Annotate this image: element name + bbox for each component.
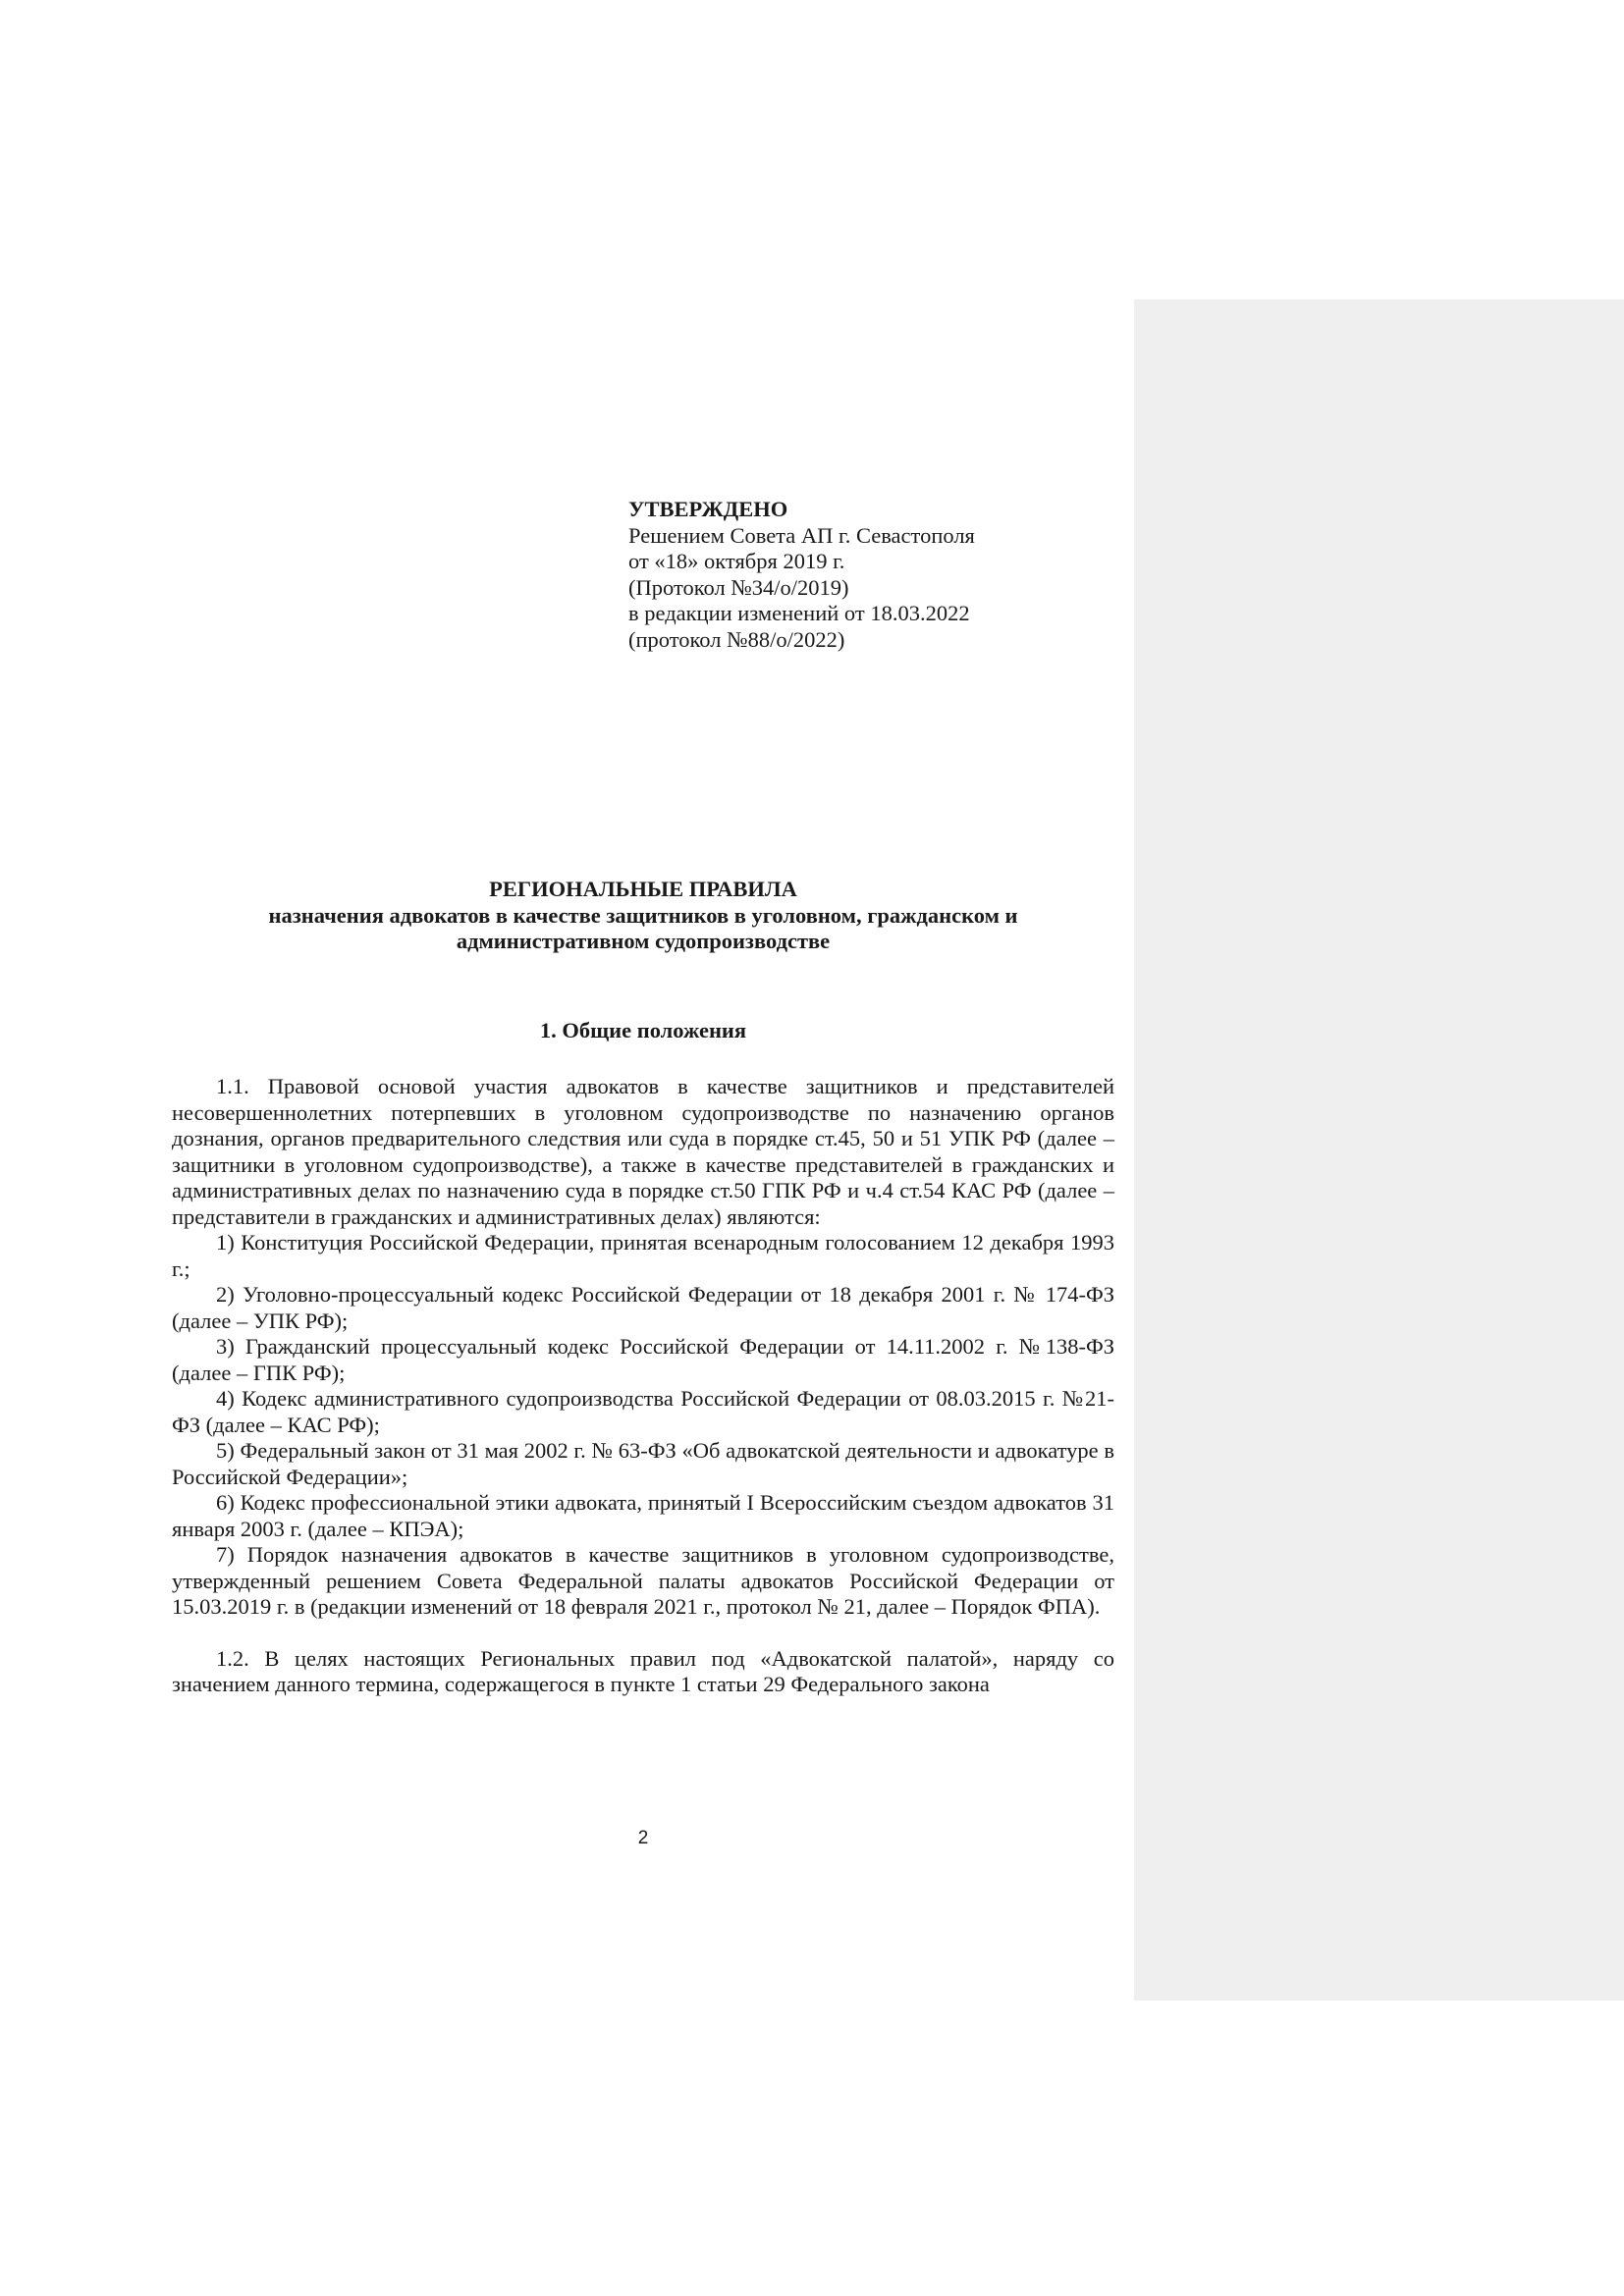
document-subtitle: административном судопроизводстве (456, 929, 831, 953)
approval-line: от «18» октября 2019 г. (628, 549, 845, 573)
paragraph: 1.1. Правовой основой участия адвокатов в качестве защитников и представителей несовершеннолетних потерпевших в уголовном судопроизводстве по назначению органов дознания, органов предварительного следствия или суда в порядке ст.45, 50 и 51 УПК РФ (далее – защитники в уголовном судопроизводстве), а также в качестве представителей в гражданских и административных делах по назначению суда в порядке ст.50 ГПК РФ и ч.4 ст.54 КАС РФ (далее – представители в гражданских и административных делах) являются: (172, 1074, 1114, 1229)
list-item: 4) Кодекс административного судопроизводства Российской Федерации от 08.03.2015 г. №21-ФЗ (далее – КАС РФ); (172, 1386, 1114, 1437)
page-number: 2 (637, 1828, 649, 1848)
list-item: 3) Гражданский процессуальный кодекс Российской Федерации от 14.11.2002 г. №138-ФЗ (далее – ГПК РФ); (172, 1334, 1114, 1385)
approval-line: (протокол №88/о/2022) (628, 626, 845, 652)
list-item: 7) Порядок назначения адвокатов в качестве защитников в уголовном судопроизводстве, утвержденный решением Совета Федеральной палаты адвокатов Российской Федерации от 15.03.2019 г. в (редакции изменений от 18 февраля 2021 г., протокол № 21, далее – Порядок ФПА). (172, 1542, 1114, 1619)
document-title: РЕГИОНАЛЬНЫЕ ПРАВИЛА (489, 877, 797, 901)
document-subtitle: назначения адвокатов в качестве защитников в уголовном, гражданском и (268, 903, 1018, 928)
body-text (172, 1074, 1114, 1698)
paragraph: 1.2. В целях настоящих Региональных правил под «Адвокатской палатой», наряду со значением данного термина, содержащегося в пункте 1 статьи 29 Федерального закона (172, 1645, 1114, 1696)
approval-line: Решением Совета АП г. Севастополя (628, 522, 975, 548)
list-item: 5) Федеральный закон от 31 мая 2002 г. № 63-ФЗ «Об адвокатской деятельности и адвокатуре в Российской Федерации»; (172, 1438, 1114, 1489)
list-item: 1) Конституция Российской Федерации, принятая всенародным голосованием 12 декабря 1993 г.; (172, 1230, 1114, 1281)
list-item: 6) Кодекс профессиональной этики адвоката, принятый I Всероссийским съездом адвокатов 31 января 2003 г. (далее – КПЭА); (172, 1490, 1114, 1541)
approval-line: в редакции изменений от 18.03.2022 (628, 601, 970, 625)
comment-pane (1134, 299, 1624, 2001)
list-item: 2) Уголовно-процессуальный кодекс Российской Федерации от 18 декабря 2001 г. № 174-ФЗ (далее – УПК РФ); (172, 1282, 1114, 1333)
approval-block (628, 497, 1139, 653)
approval-title: УТВЕРЖДЕНО (628, 497, 788, 521)
section-heading: 1. Общие положения (539, 1018, 747, 1042)
approval-line: (Протокол №34/о/2019) (628, 574, 849, 600)
